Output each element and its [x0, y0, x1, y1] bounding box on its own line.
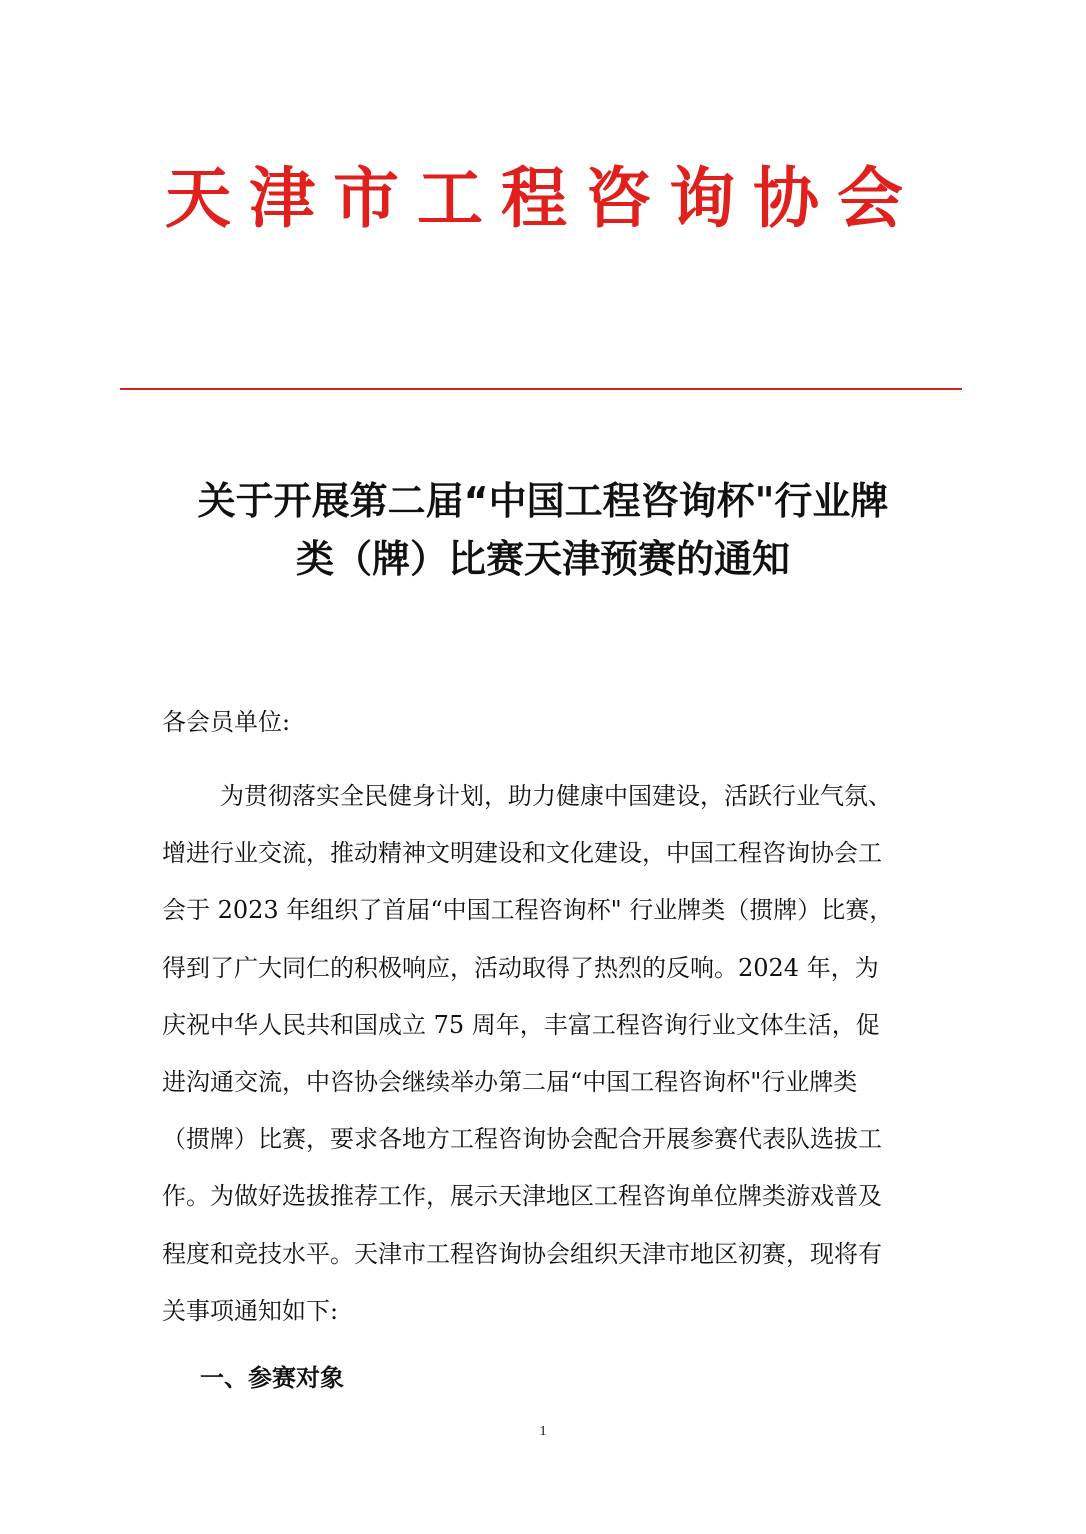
red-divider: [120, 388, 962, 390]
section-heading: 一、参赛对象: [200, 1364, 344, 1392]
body-paragraph: [162, 768, 920, 1340]
body-line: 进沟通交流，中咨协会继续举办第二届“中国工程咨询杯"行业牌类: [162, 1068, 858, 1097]
body-line: 庆祝中华人民共和国成立 75 周年，丰富工程咨询行业文体生活，促: [162, 1010, 880, 1039]
body-line: 为贯彻落实全民健身计划，助力健康中国建设，活跃行业气氛、: [220, 782, 892, 810]
title-line-2: 类（牌）比赛天津预赛的通知: [295, 537, 790, 581]
body-line: 作。为做好选拔推荐工作，展示天津地区工程咨询单位牌类游戏普及: [162, 1182, 882, 1211]
body-line: 关事项通知如下:: [162, 1296, 339, 1325]
page-number: 1: [539, 1424, 547, 1439]
title-line-1: 关于开展第二届“中国工程咨询杯"行业牌: [197, 479, 889, 523]
document-title: [150, 472, 936, 588]
body-line: 程度和竞技水平。天津市工程咨询协会组织天津市地区初赛，现将有: [162, 1239, 882, 1268]
body-line: 得到了广大同仁的积极响应，活动取得了热烈的反响。2024 年，为: [162, 953, 879, 982]
org-header: 天津市工程咨询协会: [165, 159, 921, 237]
body-line: 增进行业交流，推动精神文明建设和文化建设，中国工程咨询协会工: [162, 839, 882, 868]
salutation: 各会员单位:: [162, 708, 291, 736]
body-line: （掼牌）比赛，要求各地方工程咨询协会配合开展参赛代表队选拔工: [162, 1125, 882, 1154]
body-line: 会于 2023 年组织了首届“中国工程咨询杯" 行业牌类（掼牌）比赛，: [162, 896, 894, 925]
